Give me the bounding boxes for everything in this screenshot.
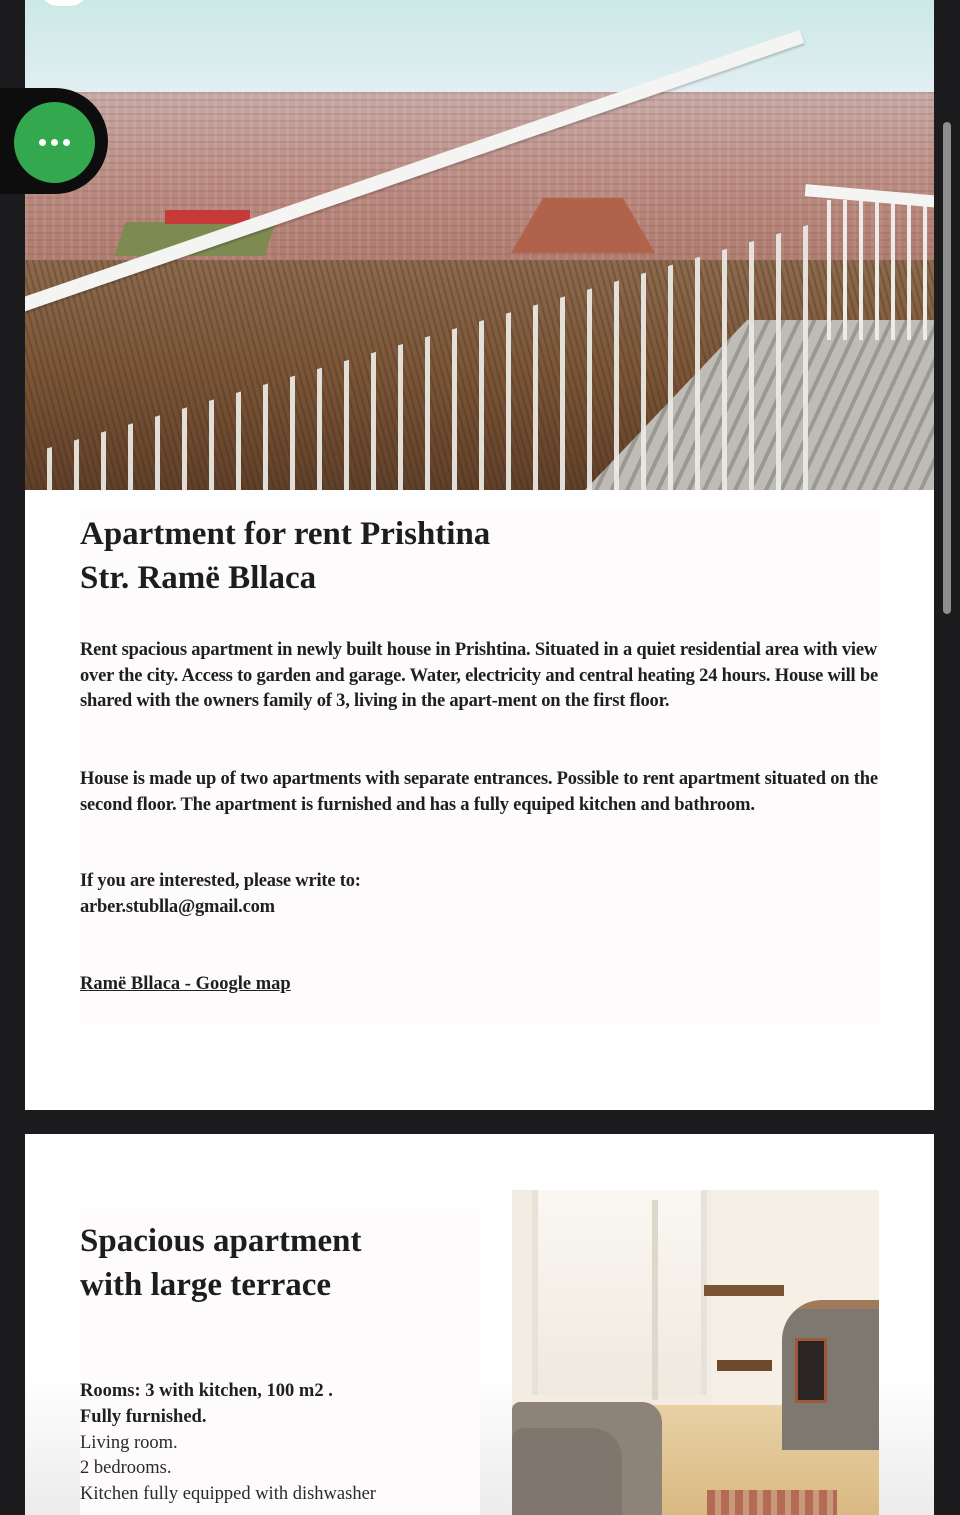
contact-email: arber.stublla@gmail.com: [80, 896, 275, 917]
photo-door-frame: [652, 1200, 658, 1400]
spec-item: Rooms: 3 with kitchen, 100 m2 .: [80, 1381, 333, 1401]
google-map-link[interactable]: Ramë Bllaca - Google map: [80, 974, 291, 994]
spec-item: Kitchen fully equipped with dishwasher: [80, 1484, 376, 1505]
hero-image-balcony-view: [25, 0, 934, 490]
photo-firebox: [795, 1338, 827, 1403]
contact-prompt: If you are interested, please write to:: [80, 871, 361, 891]
hero-red-building: [165, 210, 250, 224]
features-card: [25, 1134, 934, 1515]
listing-card: [25, 0, 934, 1110]
more-horizontal-icon: [51, 139, 58, 146]
features-list: [80, 1379, 500, 1508]
photo-sofa: [512, 1428, 622, 1515]
listing-title-line1: Apartment for rent Prishtina: [80, 516, 491, 552]
features-title-line2: with large terrace: [80, 1267, 332, 1303]
features-title-line1: Spacious apartment: [80, 1223, 362, 1259]
hero-railing-posts: [815, 200, 934, 340]
listing-details: House is made up of two apartments with separate entrances. Possible to rent apartment situated on the second floor. The apartment is furnished and has a fully equiped kitchen and bathroom.: [80, 769, 878, 815]
spec-item: Fully furnished.: [80, 1406, 207, 1427]
listing-title: [80, 512, 780, 600]
photo-wood-shelf: [704, 1285, 784, 1296]
listing-description: Rent spacious apartment in newly built house in Prishtina. Situated in a quiet residential area with view over the city. Access to garden and garage. Water, electricity and central heating 24 hours. House will be shared with the owners family of 3, living in the apart-ment on the first floor.: [80, 640, 879, 711]
more-horizontal-icon: [63, 139, 70, 146]
spec-item: Living room.: [80, 1432, 178, 1453]
hero-sky: [25, 0, 934, 92]
features-title: [80, 1219, 500, 1307]
more-options-button[interactable]: [14, 102, 95, 183]
photo-wood-shelf: [717, 1360, 772, 1371]
spec-item: 2 bedrooms.: [80, 1458, 172, 1479]
living-room-photo: [512, 1190, 879, 1515]
listing-title-line2: Str. Ramë Bllaca: [80, 560, 317, 596]
contact-info: [80, 869, 880, 920]
scrollbar-thumb[interactable]: [943, 122, 951, 614]
more-horizontal-icon: [39, 139, 46, 146]
photo-balcony-door: [532, 1190, 707, 1395]
photo-rug: [707, 1490, 837, 1515]
